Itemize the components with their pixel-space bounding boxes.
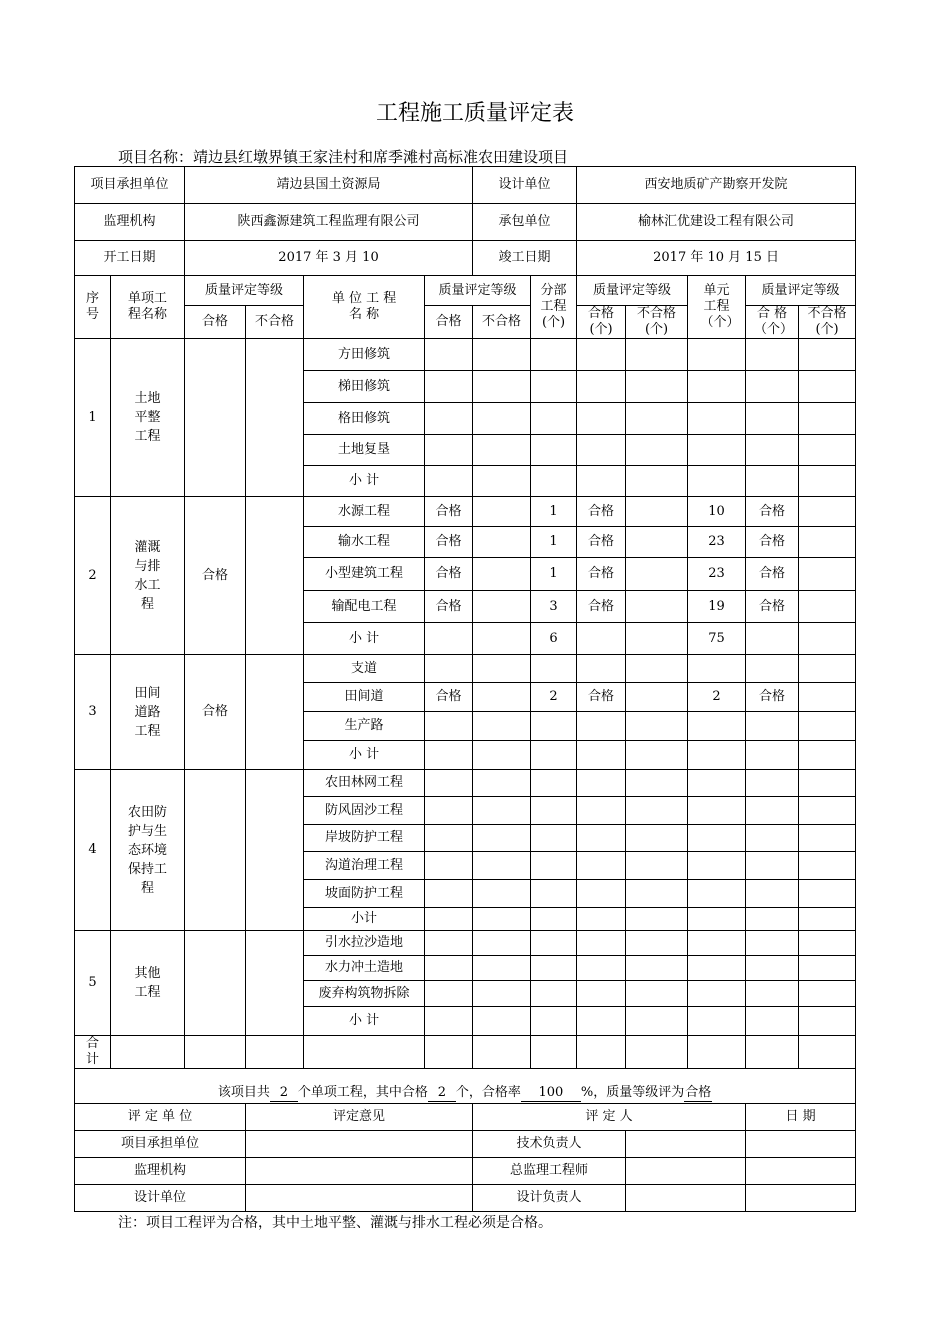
part-fail: [626, 527, 688, 558]
cell-count: 23: [688, 558, 746, 591]
cell-pass: [746, 931, 799, 956]
cell-pass: [746, 797, 799, 825]
page-title: 工程施工质量评定表: [375, 101, 574, 126]
group-name: 土地平整工程: [111, 339, 185, 497]
cell-count: [688, 435, 746, 466]
cell-fail: [799, 741, 856, 770]
cell-count: [688, 712, 746, 741]
unit-pass: 合格: [425, 683, 473, 712]
cell-count: [688, 655, 746, 683]
part-count: 1: [531, 497, 577, 527]
group-name: 农田防护与生态环境保持工程: [111, 770, 185, 931]
cell-fail: [799, 403, 856, 435]
cell-fail: [799, 880, 856, 908]
header-cell-fail: 不合格(个): [799, 306, 856, 339]
undertaker-value: 靖边县国土资源局: [185, 167, 473, 204]
cell-count: 23: [688, 527, 746, 558]
eval-date-header: 日 期: [746, 1104, 856, 1131]
header-unit-pass: 合格: [425, 306, 473, 339]
unit-name: 小 计: [304, 623, 425, 655]
unit-pass: [425, 623, 473, 655]
unit-name: 坡面防护工程: [304, 880, 425, 908]
group-grade-fail: [246, 655, 304, 770]
header-unit-name: 单 位 工 程 名 称: [304, 276, 425, 339]
unit-name: 小型建筑工程: [304, 558, 425, 591]
part-pass: 合格: [577, 497, 626, 527]
header-row-1: [75, 276, 856, 306]
group-grade-pass: [185, 770, 246, 931]
table-row: [75, 339, 856, 371]
part-pass: [577, 770, 626, 797]
group-seq: 1: [75, 339, 111, 497]
cell-count: [688, 741, 746, 770]
unit-pass: [425, 852, 473, 880]
unit-fail: [473, 655, 531, 683]
unit-name: 废弃构筑物拆除: [304, 981, 425, 1007]
eval-unit: 监理机构: [75, 1158, 246, 1185]
part-count: [531, 1007, 577, 1036]
group-name: 田间道路工程: [111, 655, 185, 770]
cell-count: 2: [688, 683, 746, 712]
unit-pass: [425, 741, 473, 770]
part-count: [531, 825, 577, 852]
part-count: [531, 712, 577, 741]
cell-count: [688, 770, 746, 797]
start-date-value: 2017 年 3 月 10: [185, 241, 473, 276]
part-fail: [626, 956, 688, 981]
part-count: [531, 797, 577, 825]
unit-fail: [473, 956, 531, 981]
part-pass: [577, 852, 626, 880]
unit-name: 梯田修筑: [304, 371, 425, 403]
unit-fail: [473, 770, 531, 797]
info-row-3: [75, 241, 856, 276]
header-pass: 合格: [185, 306, 246, 339]
part-fail: [626, 497, 688, 527]
header-unit-fail: 不合格: [473, 306, 531, 339]
project-name-line: [118, 146, 568, 167]
group-name: 其他工程: [111, 931, 185, 1036]
cell-count: [688, 981, 746, 1007]
part-count: [531, 956, 577, 981]
cell-pass: [746, 1007, 799, 1036]
cell-pass: [746, 466, 799, 497]
cell-count: 19: [688, 591, 746, 623]
part-count: [531, 852, 577, 880]
cell-count: [688, 339, 746, 371]
part-fail: [626, 931, 688, 956]
part-pass: [577, 956, 626, 981]
unit-pass: [425, 371, 473, 403]
unit-name: 小 计: [304, 466, 425, 497]
part-pass: [577, 655, 626, 683]
unit-pass: [425, 931, 473, 956]
cell-pass: [746, 908, 799, 931]
designer-label: 设计单位: [473, 167, 577, 204]
part-pass: [577, 1007, 626, 1036]
unit-fail: [473, 931, 531, 956]
unit-fail: [473, 591, 531, 623]
part-fail: [626, 797, 688, 825]
footnote: 注：项目工程评为合格，其中土地平整、灌溉与排水工程必须是合格。: [118, 1215, 552, 1231]
part-pass: [577, 908, 626, 931]
part-fail: [626, 852, 688, 880]
unit-fail: [473, 741, 531, 770]
unit-fail: [473, 435, 531, 466]
unit-fail: [473, 683, 531, 712]
unit-fail: [473, 825, 531, 852]
undertaker-label: 项目承担单位: [75, 167, 185, 204]
cell-fail: [799, 770, 856, 797]
part-pass: 合格: [577, 683, 626, 712]
unit-name: 格田修筑: [304, 403, 425, 435]
cell-count: [688, 466, 746, 497]
unit-name: 水源工程: [304, 497, 425, 527]
eval-unit: 项目承担单位: [75, 1131, 246, 1158]
part-fail: [626, 339, 688, 371]
unit-fail: [473, 339, 531, 371]
unit-fail: [473, 558, 531, 591]
header-part-pass: 合格(个): [577, 306, 626, 339]
cell-count: [688, 931, 746, 956]
part-count: [531, 931, 577, 956]
cell-pass: [746, 981, 799, 1007]
cell-pass: [746, 371, 799, 403]
cell-fail: [799, 908, 856, 931]
unit-fail: [473, 852, 531, 880]
eval-header-row: [75, 1104, 856, 1131]
part-fail: [626, 466, 688, 497]
unit-pass: [425, 981, 473, 1007]
unit-name: 小计: [304, 908, 425, 931]
unit-name: 沟道治理工程: [304, 852, 425, 880]
part-count: [531, 981, 577, 1007]
unit-pass: [425, 466, 473, 497]
cell-count: [688, 371, 746, 403]
group-name: 灌溉与排水工程: [111, 497, 185, 655]
unit-pass: 合格: [425, 558, 473, 591]
eval-row-2: [75, 1158, 856, 1185]
cell-pass: [746, 880, 799, 908]
unit-name: 生产路: [304, 712, 425, 741]
eval-row-3: [75, 1185, 856, 1212]
cell-fail: [799, 371, 856, 403]
group-seq: 5: [75, 931, 111, 1036]
cell-fail: [799, 1007, 856, 1036]
info-row-1: [75, 167, 856, 204]
unit-name: 农田林网工程: [304, 770, 425, 797]
info-row-2: [75, 204, 856, 241]
cell-pass: 合格: [746, 497, 799, 527]
header-item-name: 单项工程名称: [111, 276, 185, 339]
part-count: [531, 741, 577, 770]
unit-name: 土地复垦: [304, 435, 425, 466]
header-part-count: 分部工程(个): [531, 276, 577, 339]
eval-opinion-header: 评定意见: [246, 1104, 473, 1131]
part-count: [531, 908, 577, 931]
unit-pass: [425, 712, 473, 741]
part-count: 1: [531, 558, 577, 591]
project-name-label: 项目名称：: [118, 148, 194, 166]
cell-count: [688, 403, 746, 435]
unit-name: 小 计: [304, 741, 425, 770]
unit-pass: [425, 435, 473, 466]
group-grade-pass: [185, 339, 246, 497]
unit-fail: [473, 712, 531, 741]
part-fail: [626, 403, 688, 435]
cell-count: [688, 1007, 746, 1036]
part-fail: [626, 683, 688, 712]
unit-fail: [473, 497, 531, 527]
cell-pass: [746, 956, 799, 981]
cell-pass: 合格: [746, 558, 799, 591]
part-pass: [577, 339, 626, 371]
part-pass: [577, 797, 626, 825]
part-count: [531, 435, 577, 466]
part-count: 1: [531, 527, 577, 558]
cell-pass: [746, 825, 799, 852]
part-pass: [577, 435, 626, 466]
part-fail: [626, 880, 688, 908]
part-fail: [626, 825, 688, 852]
cell-fail: [799, 825, 856, 852]
eval-unit: 设计单位: [75, 1185, 246, 1212]
cell-count: [688, 825, 746, 852]
cell-fail: [799, 591, 856, 623]
unit-pass: [425, 825, 473, 852]
group-seq: 4: [75, 770, 111, 931]
cell-pass: [746, 770, 799, 797]
part-fail: [626, 558, 688, 591]
header-seq: 序号: [75, 276, 111, 339]
group-grade-fail: [246, 931, 304, 1036]
cell-fail: [799, 623, 856, 655]
part-count: 2: [531, 683, 577, 712]
unit-pass: [425, 770, 473, 797]
part-fail: [626, 655, 688, 683]
unit-fail: [473, 1007, 531, 1036]
part-count: [531, 371, 577, 403]
cell-fail: [799, 435, 856, 466]
cell-pass: [746, 623, 799, 655]
unit-pass: [425, 797, 473, 825]
eval-unit-header: 评 定 单 位: [75, 1104, 246, 1131]
group-grade-pass: [185, 931, 246, 1036]
unit-pass: [425, 880, 473, 908]
part-pass: [577, 712, 626, 741]
unit-fail: [473, 403, 531, 435]
cell-fail: [799, 956, 856, 981]
part-pass: [577, 371, 626, 403]
summary-row: [75, 1069, 856, 1104]
cell-count: [688, 956, 746, 981]
part-count: [531, 655, 577, 683]
cell-pass: 合格: [746, 683, 799, 712]
unit-name: 输水工程: [304, 527, 425, 558]
cell-pass: [746, 655, 799, 683]
part-pass: 合格: [577, 527, 626, 558]
group-grade-fail: [246, 339, 304, 497]
group-seq: 2: [75, 497, 111, 655]
part-fail: [626, 712, 688, 741]
unit-pass: 合格: [425, 527, 473, 558]
part-count: [531, 339, 577, 371]
unit-pass: 合格: [425, 591, 473, 623]
cell-pass: [746, 403, 799, 435]
group-grade-pass: 合格: [185, 655, 246, 770]
part-fail: [626, 908, 688, 931]
contractor-label: 承包单位: [473, 204, 577, 241]
eval-role: 设计负责人: [473, 1185, 626, 1212]
part-pass: [577, 981, 626, 1007]
part-fail: [626, 435, 688, 466]
header-cell-pass: 合 格（个）: [746, 306, 799, 339]
part-count: 6: [531, 623, 577, 655]
header-part-grade: 质量评定等级: [577, 276, 688, 306]
cell-pass: [746, 741, 799, 770]
part-pass: 合格: [577, 591, 626, 623]
contractor-value: 榆林汇优建设工程有限公司: [577, 204, 856, 241]
eval-role: 技术负责人: [473, 1131, 626, 1158]
cell-count: [688, 880, 746, 908]
header-grade: 质量评定等级: [185, 276, 304, 306]
group-seq: 3: [75, 655, 111, 770]
table-row: [75, 655, 856, 683]
unit-fail: [473, 527, 531, 558]
group-grade-pass: 合格: [185, 497, 246, 655]
part-fail: [626, 741, 688, 770]
unit-pass: [425, 655, 473, 683]
cell-count: [688, 852, 746, 880]
unit-name: 引水拉沙造地: [304, 931, 425, 956]
supervisor-label: 监理机构: [75, 204, 185, 241]
cell-fail: [799, 852, 856, 880]
unit-fail: [473, 466, 531, 497]
eval-role: 总监理工程师: [473, 1158, 626, 1185]
header-fail: 不合格: [246, 306, 304, 339]
part-count: [531, 880, 577, 908]
part-fail: [626, 591, 688, 623]
part-fail: [626, 371, 688, 403]
part-pass: [577, 741, 626, 770]
cell-fail: [799, 683, 856, 712]
table-row: [75, 931, 856, 956]
designer-value: 西安地质矿产勘察开发院: [577, 167, 856, 204]
part-fail: [626, 770, 688, 797]
unit-fail: [473, 623, 531, 655]
cell-fail: [799, 797, 856, 825]
cell-fail: [799, 527, 856, 558]
cell-pass: 合格: [746, 591, 799, 623]
group-grade-fail: [246, 770, 304, 931]
cell-fail: [799, 339, 856, 371]
cell-count: 75: [688, 623, 746, 655]
cell-fail: [799, 655, 856, 683]
unit-fail: [473, 797, 531, 825]
unit-fail: [473, 908, 531, 931]
part-count: [531, 466, 577, 497]
unit-fail: [473, 981, 531, 1007]
part-pass: [577, 403, 626, 435]
header-cell-grade: 质量评定等级: [746, 276, 856, 306]
header-part-fail: 不合格(个): [626, 306, 688, 339]
summary-text: 该项目共 2 个单项工程，其中合格 2 个，合格率 100 %，质量等级评为合格: [75, 1069, 856, 1104]
table-row: [75, 770, 856, 797]
unit-name: 方田修筑: [304, 339, 425, 371]
total-row: [75, 1036, 856, 1069]
part-count: [531, 403, 577, 435]
part-pass: [577, 931, 626, 956]
cell-pass: [746, 435, 799, 466]
part-fail: [626, 1007, 688, 1036]
part-pass: [577, 623, 626, 655]
eval-row-1: [75, 1131, 856, 1158]
part-pass: [577, 825, 626, 852]
unit-pass: [425, 403, 473, 435]
total-label: 合计: [75, 1036, 111, 1069]
unit-fail: [473, 371, 531, 403]
unit-name: 防风固沙工程: [304, 797, 425, 825]
unit-name: 岸坡防护工程: [304, 825, 425, 852]
part-pass: [577, 466, 626, 497]
unit-name: 支道: [304, 655, 425, 683]
header-cell-count: 单元工程（个）: [688, 276, 746, 339]
unit-pass: [425, 339, 473, 371]
part-count: 3: [531, 591, 577, 623]
project-name-value: 靖边县红墩界镇王家洼村和席季滩村高标准农田建设项目: [193, 148, 569, 166]
cell-fail: [799, 981, 856, 1007]
part-fail: [626, 623, 688, 655]
cell-pass: 合格: [746, 527, 799, 558]
group-grade-fail: [246, 497, 304, 655]
cell-count: [688, 908, 746, 931]
unit-pass: [425, 1007, 473, 1036]
cell-fail: [799, 712, 856, 741]
part-pass: [577, 880, 626, 908]
table-row: [75, 497, 856, 527]
cell-fail: [799, 466, 856, 497]
unit-name: 水力冲土造地: [304, 956, 425, 981]
cell-pass: [746, 712, 799, 741]
cell-fail: [799, 497, 856, 527]
cell-fail: [799, 558, 856, 591]
unit-pass: 合格: [425, 497, 473, 527]
cell-pass: [746, 852, 799, 880]
unit-pass: [425, 956, 473, 981]
part-fail: [626, 981, 688, 1007]
part-pass: 合格: [577, 558, 626, 591]
unit-name: 输配电工程: [304, 591, 425, 623]
end-date-label: 竣工日期: [473, 241, 577, 276]
eval-person-header: 评 定 人: [473, 1104, 746, 1131]
end-date-value: 2017 年 10 月 15 日: [577, 241, 856, 276]
unit-pass: [425, 908, 473, 931]
quality-evaluation-table: [74, 166, 856, 1212]
supervisor-value: 陕西鑫源建筑工程监理有限公司: [185, 204, 473, 241]
cell-fail: [799, 931, 856, 956]
start-date-label: 开工日期: [75, 241, 185, 276]
header-unit-grade: 质量评定等级: [425, 276, 531, 306]
unit-name: 小 计: [304, 1007, 425, 1036]
cell-pass: [746, 339, 799, 371]
unit-fail: [473, 880, 531, 908]
cell-count: 10: [688, 497, 746, 527]
part-count: [531, 770, 577, 797]
cell-count: [688, 797, 746, 825]
unit-name: 田间道: [304, 683, 425, 712]
